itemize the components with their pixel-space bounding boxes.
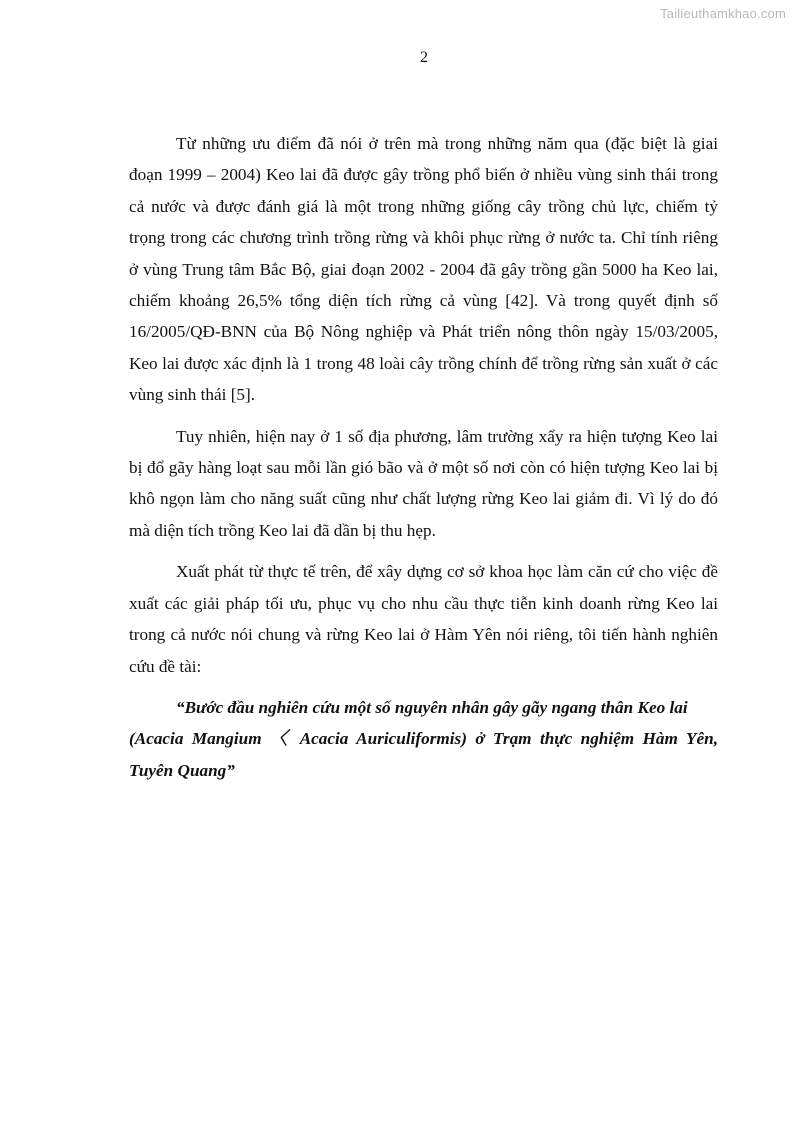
page-number: 2 [420,49,428,66]
paragraph-problem: Tuy nhiên, hiện nay ở 1 số địa phương, lâm trường xẩy ra hiện tượng Keo lai bị đổ gãy hàng loạt sau mỗi lần gió bão và ở một số nơi còn có hiện tượng Keo lai bị khô ngọn làm cho năng suất cũng như chất lượng rừng Keo lai giảm đi. Vì lý do đó mà diện tích trồng Keo lai đã dần bị thu hẹp. [129,426,718,540]
paragraph-advantages: Từ những ưu điểm đã nói ở trên mà trong những năm qua (đặc biệt là giai đoạn 1999 – 2004) Keo lai đã được gây trồng phổ biến ở nhiều vùng sinh thái trong cả nước và được đánh giá là một trong những giống cây trồng chủ lực, chiếm tỷ trọng trong các chương trình trồng rừng và khôi phục rừng ở nước ta. Chỉ tính riêng ở vùng Trung tâm Bắc Bộ, giai đoạn 2002 - 2004 đã gây trồng gần 5000 ha Keo lai, chiếm khoảng 26,5% tổng diện tích rừng cả vùng [42]. Và trong quyết định số 16/2005/QĐ-BNN của Bộ Nông nghiệp và Phát triển nông thôn ngày 15/03/2005, Keo lai được xác định là 1 trong 48 loài cây trồng chính để trồng rừng sản xuất ở các vùng sinh thái [5]. [129,134,718,405]
thesis-title-rest: (Acacia Mangium 〈 Acacia Auriculiformis) ở Trạm thực nghiệm Hàm Yên, Tuyên Quang” [129,729,718,780]
paragraph-motivation: Xuất phát từ thực tế trên, để xây dựng cơ sở khoa học làm căn cứ cho việc đề xuất các giải pháp tối ưu, phục vụ cho nhu cầu thực tiễn kinh doanh rừng Keo lai trong cả nước nói chung và rừng Keo lai ở Hàm Yên nói riêng, tôi tiến hành nghiên cứu đề tài: [129,562,718,676]
thesis-title [129,692,718,786]
watermark: Tailieuthamkhao.com [660,6,786,21]
document-body [129,128,718,786]
thesis-title-line-1: “Bước đầu nghiên cứu một số nguyên nhân gây gãy ngang thân Keo lai [176,697,688,717]
